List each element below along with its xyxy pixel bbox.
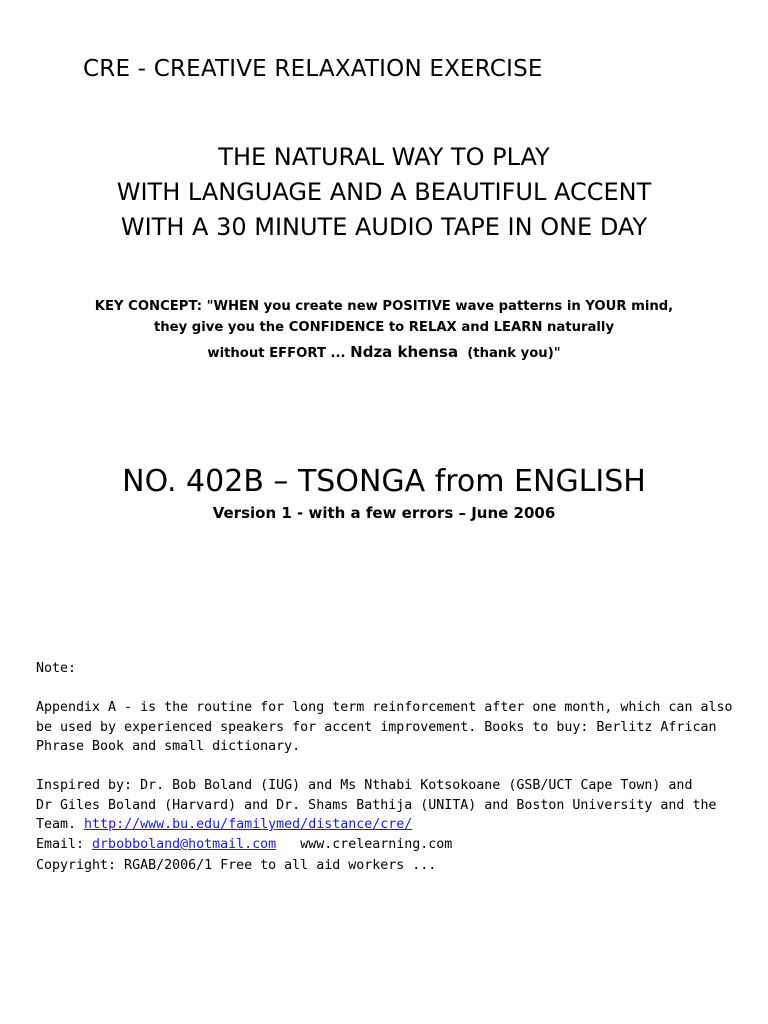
subtitle-line-2: WITH LANGUAGE AND A BEAUTIFUL ACCENT [116,178,652,206]
email-line [36,835,732,855]
key-concept-block [0,296,768,364]
appendix-line-1: Appendix A - is the routine for long term reinforcement after one month, which can also [36,700,733,715]
bu-cre-link[interactable]: http://www.bu.edu/familymed/distance/cre/ [84,817,413,832]
appendix-line-3: Phrase Book and small dictionary. [36,739,301,754]
key-concept-line-1: KEY CONCEPT: "WHEN you create new POSITIVE wave patterns in YOUR mind, [94,299,674,314]
key-concept-suffix: (thank you)" [458,346,561,361]
subtitle-block [0,140,768,245]
email-link[interactable]: drbobboland@hotmail.com [92,836,277,852]
version-line: Version 1 - with a few errors – June 2006 [212,504,556,522]
subtitle-line-1: THE NATURAL WAY TO PLAY [218,143,550,171]
team-line [36,815,732,835]
email-label: Email: [36,836,93,852]
appendix-line-2: be used by experienced speakers for accent improvement. Books to buy: Berlitz African [36,719,717,735]
key-concept-line-3 [0,342,768,364]
note-section [36,659,732,876]
document-header: CRE - CREATIVE RELAXATION EXERCISE [83,56,543,82]
inspired-line-2: Dr Giles Boland (Harvard) and Dr. Shams Bathija (UNITA) and Boston University and the [36,797,717,813]
key-concept-line-2: they give you the CONFIDENCE to RELAX and LEARN naturally [153,320,615,335]
website-text: www.crelearning.com [276,836,453,852]
subtitle-line-3: WITH A 30 MINUTE AUDIO TAPE IN ONE DAY [120,213,648,241]
key-concept-prefix: without EFFORT ... [207,346,351,361]
copyright-line: Copyright: RGAB/2006/1 Free to all aid workers ... [36,858,437,873]
note-label: Note: [36,661,77,676]
course-title: NO. 402B – TSONGA from ENGLISH [122,464,646,499]
inspired-line-1: Inspired by: Dr. Bob Boland (IUG) and Ms Nthabi Kotsokoane (GSB/UCT Cape Town) and [36,778,693,793]
ndza-khensa-phrase: Ndza khensa [350,343,459,361]
team-prefix: Team. [36,817,85,832]
